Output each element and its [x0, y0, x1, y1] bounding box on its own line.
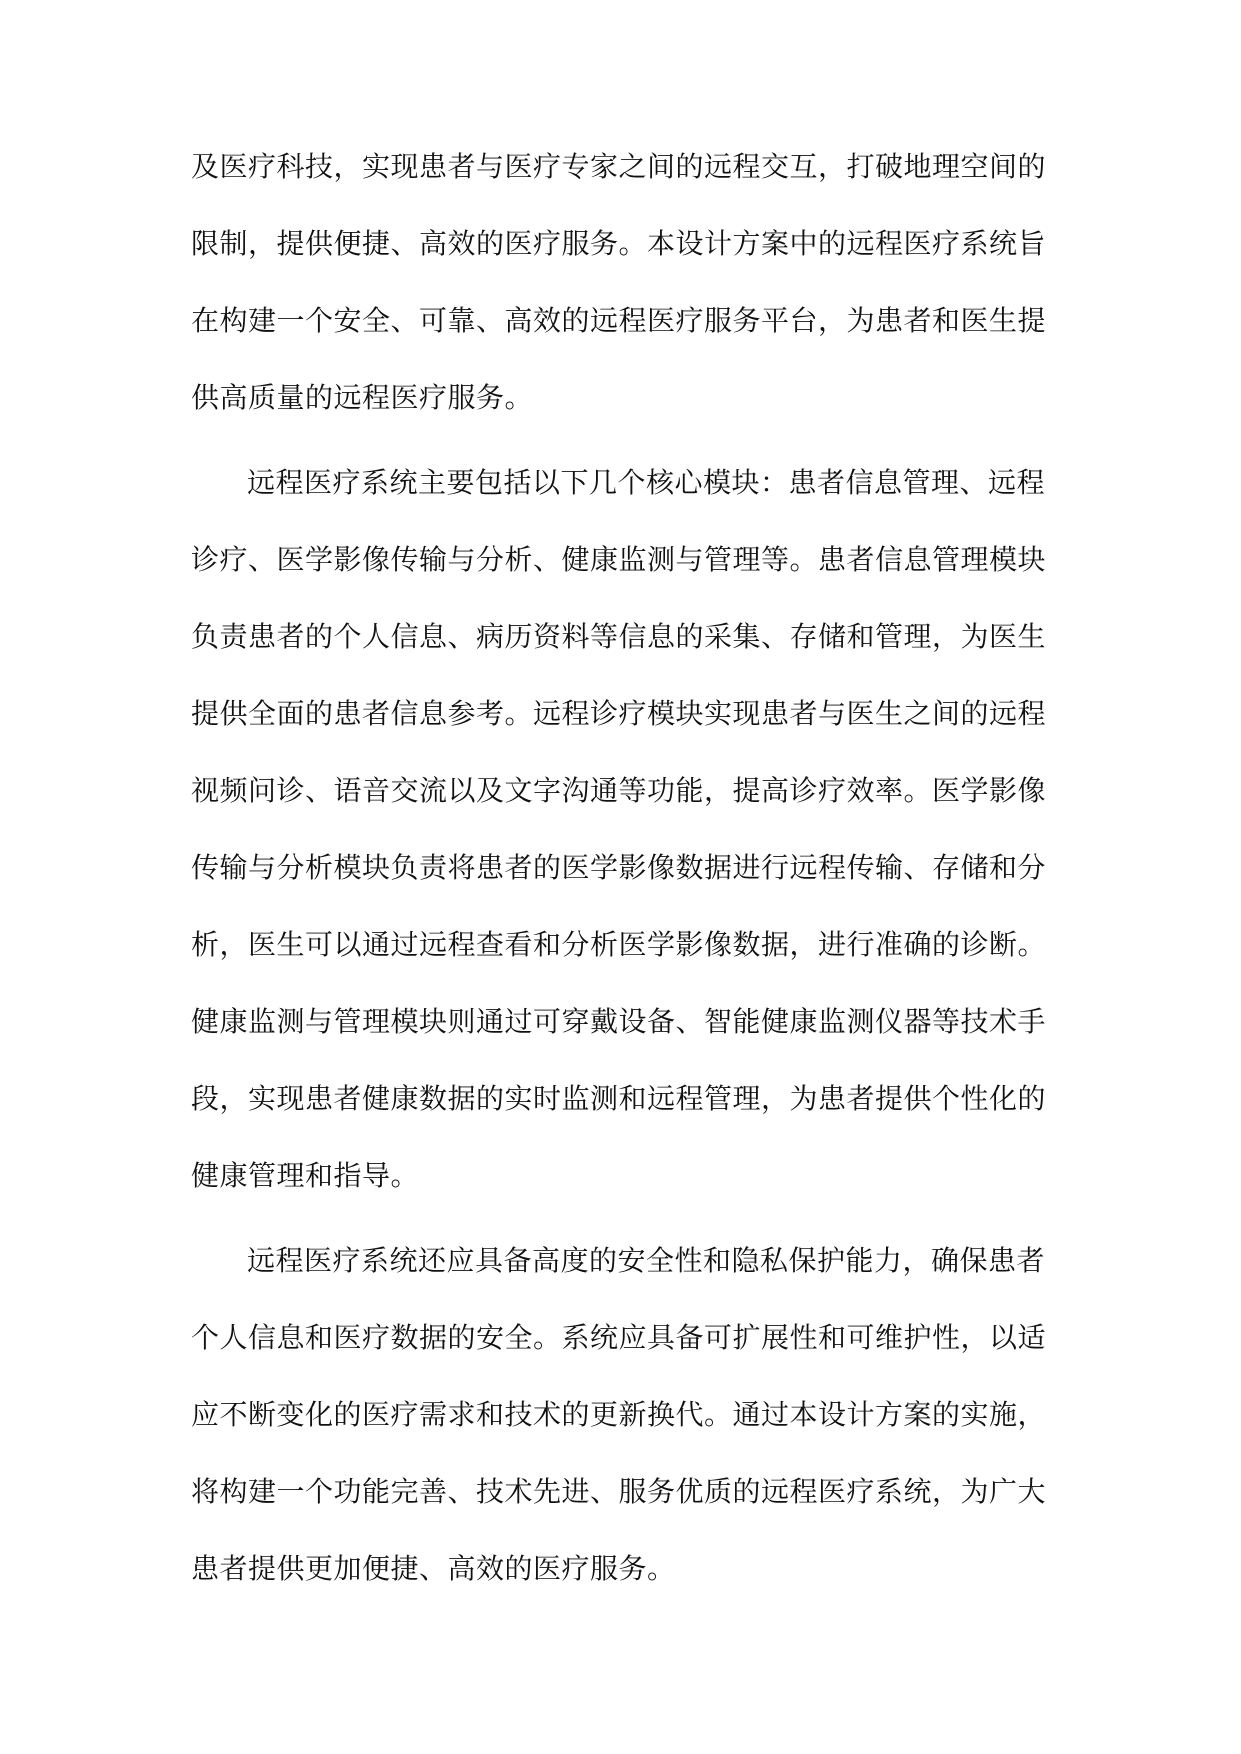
paragraph-line: 提供全面的患者信息参考。远程诊疗模块实现患者与医生之间的远程: [191, 697, 1047, 730]
paragraph-line: 视频问诊、语音交流以及文字沟通等功能，提高诊疗效率。医学影像: [191, 774, 1047, 807]
paragraph-line: 患者提供更加便捷、高效的医疗服务。: [191, 1552, 676, 1585]
paragraph-2: [191, 444, 1051, 1214]
paragraph-line: 应不断变化的医疗需求和技术的更新换代。通过本设计方案的实施，: [191, 1398, 1047, 1431]
paragraph-line: 个人信息和医疗数据的安全。系统应具备可扩展性和可维护性，以适: [191, 1321, 1047, 1354]
paragraph-line: 健康管理和指导。: [191, 1159, 420, 1192]
paragraph-spacer: [191, 1214, 1051, 1222]
paragraph-line: 析，医生可以通过远程查看和分析医学影像数据，进行准确的诊断。: [191, 928, 1047, 961]
paragraph-line: 在构建一个安全、可靠、高效的远程医疗服务平台，为患者和医生提: [191, 304, 1047, 337]
paragraph-line: 将构建一个功能完善、技术先进、服务优质的远程医疗系统，为广大: [191, 1475, 1047, 1508]
paragraph-line: 供高质量的远程医疗服务。: [191, 381, 534, 414]
paragraph-1: [191, 128, 1051, 436]
paragraph-3: [191, 1222, 1051, 1607]
paragraph-line: 限制，提供便捷、高效的医疗服务。本设计方案中的远程医疗系统旨: [191, 227, 1047, 260]
paragraph-line: 远程医疗系统还应具备高度的安全性和隐私保护能力，确保患者: [247, 1244, 1046, 1277]
paragraph-line: 远程医疗系统主要包括以下几个核心模块：患者信息管理、远程: [247, 466, 1046, 499]
paragraph-line: 传输与分析模块负责将患者的医学影像数据进行远程传输、存储和分: [191, 851, 1047, 884]
paragraph-line: 及医疗科技，实现患者与医疗专家之间的远程交互，打破地理空间的: [191, 150, 1047, 183]
paragraph-spacer: [191, 436, 1051, 444]
paragraph-line: 负责患者的个人信息、病历资料等信息的采集、存储和管理，为医生: [191, 620, 1047, 653]
paragraph-line: 诊疗、医学影像传输与分析、健康监测与管理等。患者信息管理模块: [191, 543, 1047, 576]
paragraph-line: 健康监测与管理模块则通过可穿戴设备、智能健康监测仪器等技术手: [191, 1005, 1047, 1038]
paragraph-line: 段，实现患者健康数据的实时监测和远程管理，为患者提供个性化的: [191, 1082, 1047, 1115]
document-body: [191, 128, 1051, 1607]
